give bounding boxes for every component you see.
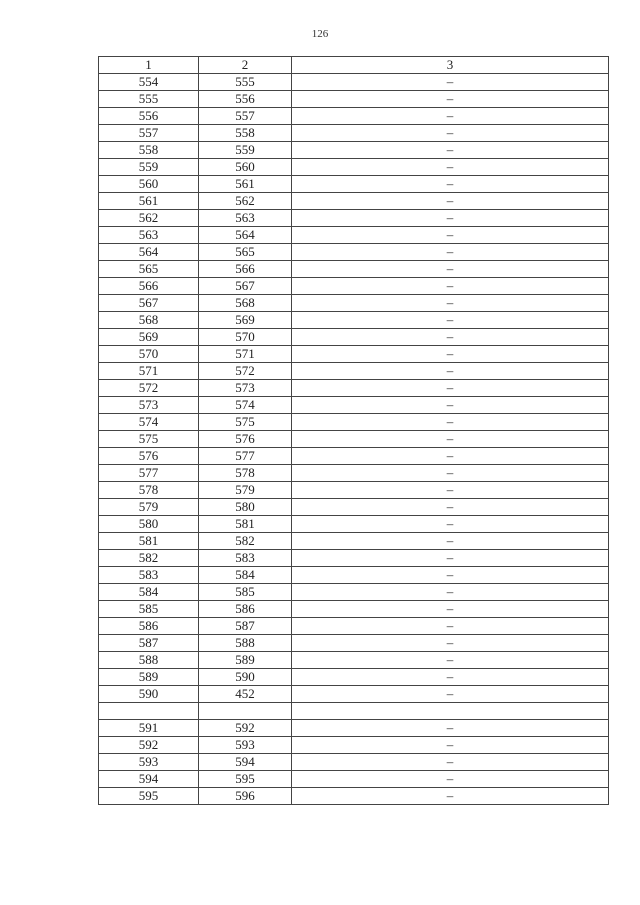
table-cell-col3: – — [292, 550, 609, 567]
table-cell-col1: 594 — [99, 771, 199, 788]
table-row — [99, 261, 609, 278]
table-cell-col1: 564 — [99, 244, 199, 261]
table-cell-col2: 558 — [199, 125, 292, 142]
table-row — [99, 74, 609, 91]
table-row — [99, 652, 609, 669]
table-row — [99, 550, 609, 567]
table-row — [99, 686, 609, 703]
table-row — [99, 108, 609, 125]
table-cell-col3: – — [292, 788, 609, 805]
table-cell-col1: 581 — [99, 533, 199, 550]
table-cell-col1: 591 — [99, 720, 199, 737]
table-row — [99, 584, 609, 601]
table-cell-col1: 556 — [99, 108, 199, 125]
table-row — [99, 618, 609, 635]
table-row — [99, 295, 609, 312]
table-cell-col2: 572 — [199, 363, 292, 380]
table-cell-col2: 592 — [199, 720, 292, 737]
table-cell-col1: 566 — [99, 278, 199, 295]
table-cell-col1: 578 — [99, 482, 199, 499]
table-cell-col1: 585 — [99, 601, 199, 618]
table-cell-col2: 590 — [199, 669, 292, 686]
table-cell-col1: 563 — [99, 227, 199, 244]
table-cell-col2: 596 — [199, 788, 292, 805]
data-table-container — [98, 56, 608, 805]
table-row — [99, 142, 609, 159]
table-cell-col1: 575 — [99, 431, 199, 448]
table-cell-col2: 570 — [199, 329, 292, 346]
table-cell-col2: 581 — [199, 516, 292, 533]
table-cell-col3: – — [292, 431, 609, 448]
table-cell-col1: 582 — [99, 550, 199, 567]
table-cell-col2: 561 — [199, 176, 292, 193]
table-cell-col2: 593 — [199, 737, 292, 754]
table-cell-col1: 559 — [99, 159, 199, 176]
table-cell-col1: 568 — [99, 312, 199, 329]
table-row — [99, 91, 609, 108]
table-cell-col3: – — [292, 533, 609, 550]
table-row — [99, 567, 609, 584]
column-header-3: 3 — [292, 57, 609, 74]
table-cell-col3: – — [292, 329, 609, 346]
table-cell-col1 — [99, 703, 199, 720]
table-cell-col3: – — [292, 618, 609, 635]
table-cell-col2: 594 — [199, 754, 292, 771]
table-cell-col2: 578 — [199, 465, 292, 482]
table-row — [99, 227, 609, 244]
table-cell-col2: 577 — [199, 448, 292, 465]
table-cell-col3: – — [292, 125, 609, 142]
table-cell-col1: 569 — [99, 329, 199, 346]
table-cell-col1: 583 — [99, 567, 199, 584]
table-cell-col3: – — [292, 720, 609, 737]
table-cell-col1: 584 — [99, 584, 199, 601]
table-row — [99, 278, 609, 295]
table-body — [99, 74, 609, 805]
table-cell-col1: 561 — [99, 193, 199, 210]
table-cell-col3: – — [292, 244, 609, 261]
table-row — [99, 431, 609, 448]
table-cell-col1: 586 — [99, 618, 199, 635]
table-cell-col3: – — [292, 346, 609, 363]
table-row — [99, 159, 609, 176]
table-cell-col3: – — [292, 278, 609, 295]
table-row — [99, 601, 609, 618]
table-cell-col3: – — [292, 482, 609, 499]
table-cell-col1: 567 — [99, 295, 199, 312]
table-row — [99, 720, 609, 737]
table-row — [99, 176, 609, 193]
table-cell-col2: 563 — [199, 210, 292, 227]
table-cell-col1: 589 — [99, 669, 199, 686]
table-cell-col1: 572 — [99, 380, 199, 397]
table-cell-col1: 592 — [99, 737, 199, 754]
table-cell-col1: 577 — [99, 465, 199, 482]
table-cell-col1: 590 — [99, 686, 199, 703]
table-row — [99, 346, 609, 363]
table-cell-col1: 560 — [99, 176, 199, 193]
table-cell-col1: 562 — [99, 210, 199, 227]
table-cell-col3: – — [292, 210, 609, 227]
table-row — [99, 329, 609, 346]
table-cell-col3: – — [292, 295, 609, 312]
table-cell-col3: – — [292, 380, 609, 397]
table-cell-col2: 595 — [199, 771, 292, 788]
table-cell-col2: 580 — [199, 499, 292, 516]
table-row — [99, 397, 609, 414]
table-cell-col2: 571 — [199, 346, 292, 363]
table-cell-col1: 555 — [99, 91, 199, 108]
table-cell-col3: – — [292, 567, 609, 584]
table-cell-col1: 558 — [99, 142, 199, 159]
table-row — [99, 448, 609, 465]
table-row — [99, 414, 609, 431]
table-cell-col2: 584 — [199, 567, 292, 584]
table-cell-col1: 571 — [99, 363, 199, 380]
table-row — [99, 125, 609, 142]
table-cell-col2: 576 — [199, 431, 292, 448]
table-cell-col3: – — [292, 261, 609, 278]
table-cell-col2: 583 — [199, 550, 292, 567]
column-header-1: 1 — [99, 57, 199, 74]
table-cell-col2: 557 — [199, 108, 292, 125]
table-cell-col1: 570 — [99, 346, 199, 363]
table-cell-col1: 580 — [99, 516, 199, 533]
table-cell-col3: – — [292, 465, 609, 482]
column-header-2: 2 — [199, 57, 292, 74]
table-row — [99, 533, 609, 550]
table-cell-col2: 569 — [199, 312, 292, 329]
table-cell-col2: 568 — [199, 295, 292, 312]
table-cell-col2: 566 — [199, 261, 292, 278]
table-cell-col3: – — [292, 601, 609, 618]
table-cell-col2: 575 — [199, 414, 292, 431]
table-cell-col1: 593 — [99, 754, 199, 771]
table-cell-col3: – — [292, 652, 609, 669]
table-cell-col3: – — [292, 91, 609, 108]
table-cell-col2: 565 — [199, 244, 292, 261]
table-cell-col3: – — [292, 397, 609, 414]
table-cell-col1: 588 — [99, 652, 199, 669]
table-cell-col2: 560 — [199, 159, 292, 176]
table-row — [99, 499, 609, 516]
table-row — [99, 788, 609, 805]
table-cell-col3: – — [292, 754, 609, 771]
table-row — [99, 669, 609, 686]
table-cell-col3: – — [292, 448, 609, 465]
table-cell-col2: 452 — [199, 686, 292, 703]
table-cell-col3: – — [292, 771, 609, 788]
table-cell-col3: – — [292, 363, 609, 380]
table-cell-col3: – — [292, 312, 609, 329]
table-cell-col1: 587 — [99, 635, 199, 652]
table-row — [99, 193, 609, 210]
table-cell-col2: 559 — [199, 142, 292, 159]
table-cell-col2: 586 — [199, 601, 292, 618]
table-header-row — [99, 57, 609, 74]
table-row — [99, 244, 609, 261]
table-cell-col2: 574 — [199, 397, 292, 414]
table-row — [99, 635, 609, 652]
table-cell-col3: – — [292, 176, 609, 193]
table-cell-col3: – — [292, 159, 609, 176]
table-cell-col1: 557 — [99, 125, 199, 142]
table-cell-col3: – — [292, 686, 609, 703]
table-cell-col2: 582 — [199, 533, 292, 550]
table-cell-col2: 555 — [199, 74, 292, 91]
table-cell-col3: – — [292, 669, 609, 686]
table-cell-col2: 579 — [199, 482, 292, 499]
data-table — [98, 56, 609, 805]
table-row — [99, 465, 609, 482]
table-cell-col1: 595 — [99, 788, 199, 805]
table-cell-col3: – — [292, 74, 609, 91]
table-row — [99, 210, 609, 227]
table-cell-col3: – — [292, 108, 609, 125]
table-row — [99, 380, 609, 397]
table-row — [99, 737, 609, 754]
table-cell-col2: 573 — [199, 380, 292, 397]
table-cell-col2: 562 — [199, 193, 292, 210]
table-row — [99, 703, 609, 720]
table-cell-col3: – — [292, 499, 609, 516]
table-row — [99, 482, 609, 499]
table-cell-col3: – — [292, 193, 609, 210]
table-cell-col3: – — [292, 414, 609, 431]
table-cell-col3 — [292, 703, 609, 720]
table-cell-col2: 588 — [199, 635, 292, 652]
table-cell-col3: – — [292, 635, 609, 652]
table-cell-col3: – — [292, 142, 609, 159]
table-cell-col2 — [199, 703, 292, 720]
table-cell-col2: 567 — [199, 278, 292, 295]
table-cell-col3: – — [292, 584, 609, 601]
table-cell-col2: 556 — [199, 91, 292, 108]
table-row — [99, 516, 609, 533]
table-row — [99, 754, 609, 771]
table-cell-col1: 579 — [99, 499, 199, 516]
table-cell-col1: 574 — [99, 414, 199, 431]
table-cell-col1: 554 — [99, 74, 199, 91]
table-cell-col2: 585 — [199, 584, 292, 601]
table-cell-col2: 589 — [199, 652, 292, 669]
table-cell-col1: 565 — [99, 261, 199, 278]
table-cell-col2: 587 — [199, 618, 292, 635]
table-cell-col2: 564 — [199, 227, 292, 244]
page-number: 126 — [311, 28, 329, 40]
table-cell-col1: 576 — [99, 448, 199, 465]
table-cell-col3: – — [292, 516, 609, 533]
table-cell-col3: – — [292, 737, 609, 754]
table-cell-col3: – — [292, 227, 609, 244]
table-row — [99, 771, 609, 788]
table-row — [99, 312, 609, 329]
table-cell-col1: 573 — [99, 397, 199, 414]
table-row — [99, 363, 609, 380]
